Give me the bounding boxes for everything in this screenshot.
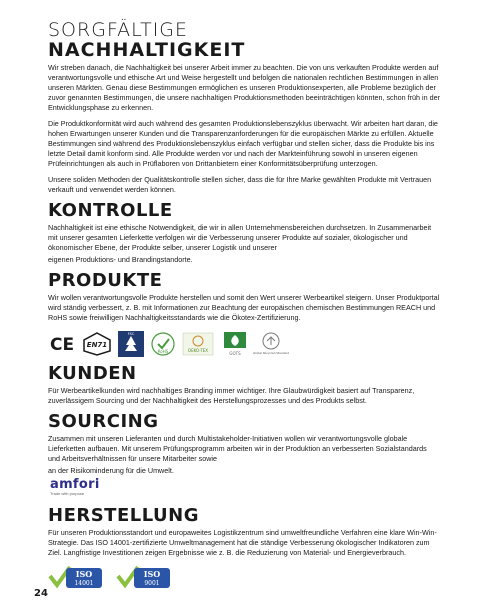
page-number: 24 xyxy=(34,588,48,599)
amfori-tagline: Trade with purpose xyxy=(50,491,85,496)
global-recycled-standard-icon xyxy=(253,331,289,357)
intro-paragraph-2: Die Produktkonformität wird auch während des gesamten Produktionslebenszyklus überwacht. Wir arbeiten hart daran, die hohen Erwartungen unserer Kunden und die Transparenzanforderungen für die europäischen Märkte zu erfüllen. Aktuelle Bestimmungen sind während des Produktionslebenszyklus einfach verfügbar und stellen sicher, dass die Produkte bis ins letzte Detail damit konform sind. Alle Produkte werden vor und nach der Markteinführung sowohl in unseren eigenen Prüfeinrichtungen als auch in Prüflaboren von Drittanbietern einer Konformitätsüberprüfung unterzogen. xyxy=(48,119,438,168)
ce-mark-graphic xyxy=(50,334,76,354)
certification-logos xyxy=(50,329,440,359)
recycled-graphic xyxy=(253,331,289,357)
sourcing-paragraph-1: Zusammen mit unseren Lieferanten und durch Multistakeholder-Initiativen wollen wir verantwortungsvolle globale Lieferketten aufbauen. Mit unserem Prüfungsprogramm arbeiten wir in der Produktion an verbesserten Sozialstandards und Arbeitsverhältnissen für unsere Mitarbeiter sowie xyxy=(48,434,427,463)
iso-14001-number: 14001 xyxy=(74,580,94,587)
rohs-logo-icon xyxy=(151,332,175,356)
amfori-logo xyxy=(50,478,440,500)
section-heading-sourcing: SOURCING xyxy=(48,411,159,432)
iso-badges xyxy=(48,564,440,590)
en71-text: EN71 xyxy=(86,341,108,349)
gots-graphic xyxy=(221,331,249,357)
intro-paragraph-1: Wir streben danach, die Nachhaltigkeit bei unserer Arbeit immer zu beachten. Die von uns verkauften Produkte werden auf verantwortungsvolle und ethische Art und Weise hergestellt und befolgen die nationalen rechtlichen Bestimmungen in allen unseren Märkten. Genau diese Bestimmungen ermöglichen es unseren Produktionsexperten, alle Probleme bezüglich der zuvor genannten Bestimmungen, die unsere nachhaltigen Produktionsmethoden beeinträchtigen könnten, schon früh in der Entwicklungsphase zu erkennen. xyxy=(48,63,440,112)
gots-logo-icon xyxy=(221,331,249,357)
ce-mark-icon xyxy=(50,334,76,354)
ce-mark-text: CE xyxy=(50,335,75,355)
fsc-text: FSC xyxy=(127,332,135,336)
rohs-text: RoHS xyxy=(157,349,169,354)
section-heading-produkte: PRODUKTE xyxy=(48,270,163,291)
oeko-tex-text: OEKO-TEX xyxy=(187,348,209,353)
page-title: NACHHALTIGKEIT xyxy=(48,39,246,61)
iso-14001-graphic xyxy=(48,564,104,590)
iso-14001-label: ISO xyxy=(75,569,93,579)
kontrolle-paragraph-2: eigenen Produktions- und Brandingstandorte. xyxy=(48,255,193,264)
iso-9001-graphic xyxy=(116,564,172,590)
recycled-text: Global Recycled Standard xyxy=(253,351,289,355)
sourcing-paragraph-2: an der Risikominderung für die Umwelt. xyxy=(48,466,174,475)
kontrolle-paragraph-1: Nachhaltigkeit ist eine ethische Notwendigkeit, die wir in allen Unternehmensbereichen durchsetzen. In Zusammenarbeit mit unserer gesamten Lieferkette verfolgen wir die Verbesserung unserer Produkte auf sozialer, ökologischer und ökonomischer Ebene, der Produkte selber, unserer Logistik und unserer xyxy=(48,223,432,252)
oeko-tex-logo-icon xyxy=(182,332,214,356)
iso-9001-badge-icon xyxy=(116,564,172,590)
kunden-paragraph: Für Werbeartikelkunden wird nachhaltiges Branding immer wichtiger. Ihre Glaubwürdigkeit basiert auf Transparenz, zuverlässigem Sourcing und der Nachhaltigkeit des Herstellungsprozesses und des Produkts selbst. xyxy=(48,386,415,405)
gots-text: GOTS xyxy=(229,351,241,356)
rohs-graphic xyxy=(151,332,175,356)
produkte-paragraph: Wir wollen verantwortungsvolle Produkte herstellen und somit den Wert unserer Werbeartikel steigern. Unser Produktportal wird ständig verbessert, z. B. mit Informationen zur Beachtung der europäischen chemischen Bestimmungen REACH und RoHS sowie freiwilligen Nachhaltigkeitsstandards wie die Ökotex-Zertifizierung. xyxy=(48,293,440,322)
section-heading-kunden: KUNDEN xyxy=(48,363,137,384)
iso-14001-badge-icon xyxy=(48,564,104,590)
en71-graphic xyxy=(83,332,111,356)
page-kicker: SORGFÄLTIGE xyxy=(48,19,189,41)
herstellung-paragraph: Für unseren Produktionsstandort und europaweites Logistikzentrum sind umweltfreundliche Verfahren eine klare Win-Win-Strategie. Das ISO 14001-zertifizierte Umweltmanagement hat die ständige Verbesserung ökologischer Indikatoren zum Ziel. Langfristige Investitionen zeigen Ergebnisse wie z. B. die Reduzierung von Material- und Energieverbrauch. xyxy=(48,528,437,557)
iso-9001-number: 9001 xyxy=(144,580,160,587)
fsc-graphic xyxy=(118,331,144,357)
iso-9001-label: ISO xyxy=(143,569,161,579)
document-page xyxy=(48,20,440,590)
intro-paragraph-3: Unsere soliden Methoden der Qualitätskontrolle stellen sicher, dass die für Ihre Marke gewählten Produkte mit Vertrauen verkauft und verwendet werden können. xyxy=(48,175,432,194)
section-heading-herstellung: HERSTELLUNG xyxy=(48,505,200,526)
oeko-tex-graphic xyxy=(182,332,214,356)
amfori-wordmark: amfori xyxy=(50,477,100,492)
fsc-logo-icon xyxy=(118,331,144,357)
section-heading-kontrolle: KONTROLLE xyxy=(48,200,173,221)
en71-logo-icon xyxy=(83,332,111,356)
